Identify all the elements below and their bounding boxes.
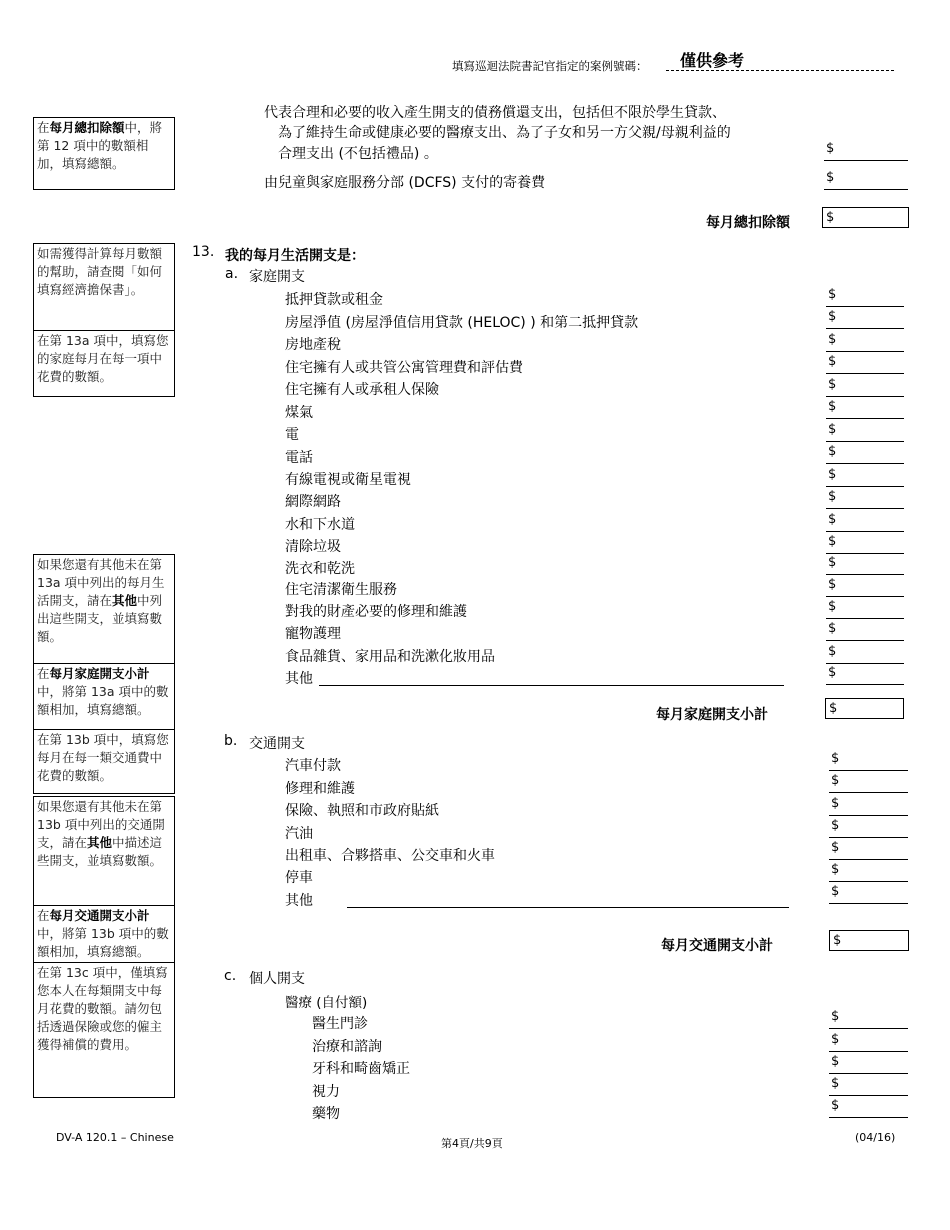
note-total-deductions: 在每月總扣除額中，將第 12 項中的數額相加，填寫總額。	[33, 117, 175, 190]
transport-amount-field[interactable]	[829, 864, 908, 882]
household-item: 住宅擁有人或承租人保險	[285, 382, 439, 398]
section-c-letter: c.	[224, 968, 237, 984]
section-a-letter: a.	[225, 266, 239, 282]
transport-other-amount-field[interactable]	[829, 886, 908, 904]
household-item: 有線電視或衛星電視	[285, 472, 411, 488]
revision-date: (04/16)	[855, 1131, 896, 1144]
debt-text-line2: 為了維持生命或健康必要的醫療支出、為了子女和另一方父親/母親利益的	[278, 125, 731, 141]
household-item: 抵押貸款或租金	[285, 292, 383, 308]
household-amount-field[interactable]	[826, 311, 904, 329]
household-item: 電話	[285, 450, 313, 466]
medical-amount-field[interactable]	[829, 1034, 908, 1052]
dcfs-amount-field[interactable]	[824, 172, 908, 190]
transport-item: 出租車、合夥搭車、公交車和火車	[285, 848, 495, 864]
household-item: 煤氣	[285, 405, 313, 421]
transport-amount-field[interactable]	[829, 753, 908, 771]
household-item: 清除垃圾	[285, 539, 341, 555]
household-amount-field[interactable]	[826, 557, 904, 575]
household-other-description-field[interactable]	[319, 684, 784, 686]
household-item: 寵物護理	[285, 626, 341, 642]
household-subtotal-label: 每月家庭開支小計	[656, 707, 768, 723]
household-amount-field[interactable]	[826, 424, 904, 442]
case-number-value: 僅供參考	[680, 51, 745, 70]
form-id: DV-A 120.1 – Chinese	[56, 1131, 174, 1144]
section-a-title: 家庭開支	[249, 269, 305, 285]
household-other-amount-field[interactable]	[826, 667, 904, 685]
case-number-field[interactable]	[666, 70, 894, 71]
transport-amount-field[interactable]	[829, 820, 908, 838]
section-b-letter: b.	[224, 733, 238, 749]
transport-amount-field[interactable]	[829, 798, 908, 816]
household-item: 住宅擁有人或共管公寓管理費和評估費	[285, 360, 523, 376]
household-item: 住宅清潔衛生服務	[285, 582, 397, 598]
household-amount-field[interactable]	[826, 601, 904, 619]
household-amount-field[interactable]	[826, 536, 904, 554]
note-13b-other: 如果您還有其他未在第 13b 項中列出的交通開支，請在其他中描述這些開支，並填寫數額。	[33, 796, 175, 906]
note-monthly-help: 如需獲得計算每月數額的幫助，請查閱「如何填寫經濟擔保書」。	[33, 243, 175, 331]
medical-item: 牙科和畸齒矯正	[312, 1061, 410, 1077]
household-amount-field[interactable]	[826, 446, 904, 464]
transport-other-description-field[interactable]	[347, 906, 789, 908]
medical-amount-field[interactable]	[829, 1100, 908, 1118]
item-13-number: 13.	[192, 244, 215, 260]
note-13b: 在第 13b 項中，填寫您每月在每一類交通費中花費的數額。	[33, 730, 175, 794]
transport-item: 停車	[285, 870, 313, 886]
household-item: 水和下水道	[285, 517, 355, 533]
transport-amount-field[interactable]	[829, 842, 908, 860]
household-amount-field[interactable]	[826, 401, 904, 419]
household-amount-field[interactable]	[826, 646, 904, 664]
debt-text-line3: 合理支出 (不包括禮品) 。	[278, 146, 438, 162]
item-13-title: 我的每月生活開支是：	[225, 248, 365, 264]
household-amount-field[interactable]	[826, 579, 904, 597]
household-amount-field[interactable]	[826, 623, 904, 641]
note-household-subtotal: 在每月家庭開支小計中，將第 13a 項中的數額相加，填寫總額。	[33, 664, 175, 730]
page-number: 第4頁/共9頁	[441, 1137, 503, 1150]
transport-item: 汽油	[285, 826, 313, 842]
note-13a: 在第 13a 項中，填寫您的家庭每月在每一項中花費的數額。	[33, 331, 175, 397]
note-13a-other: 如果您還有其他未在第 13a 項中列出的每月生活開支，請在其他中列出這些開支，並填寫數額。	[33, 554, 175, 664]
household-amount-field[interactable]	[826, 491, 904, 509]
debt-text-line1: 代表合理和必要的收入產生開支的債務償還支出，包括但不限於學生貸款、	[264, 105, 726, 121]
transport-subtotal-label: 每月交通開支小計	[661, 938, 773, 954]
medical-item: 治療和諮詢	[312, 1039, 382, 1055]
household-amount-field[interactable]	[826, 356, 904, 374]
medical-amount-field[interactable]	[829, 1056, 908, 1074]
section-b-title: 交通開支	[249, 736, 305, 752]
transport-subtotal-field[interactable]	[829, 930, 909, 951]
household-item: 對我的財產必要的修理和維護	[285, 604, 467, 620]
debt-amount-field[interactable]	[824, 143, 908, 161]
transport-item: 汽車付款	[285, 758, 341, 774]
household-amount-field[interactable]	[826, 514, 904, 532]
medical-amount-field[interactable]	[829, 1011, 908, 1029]
medical-amount-field[interactable]	[829, 1078, 908, 1096]
case-number-label: 填寫巡迴法院書記官指定的案例號碼：	[452, 59, 648, 73]
household-item: 食品雜貨、家用品和洗漱化妝用品	[285, 649, 495, 665]
medical-item: 醫生門診	[312, 1016, 368, 1032]
medical-item: 藥物	[312, 1106, 340, 1122]
household-item: 房地產稅	[285, 337, 341, 353]
household-subtotal-field[interactable]	[825, 698, 904, 719]
household-item: 網際網路	[285, 494, 341, 510]
total-deductions-label: 每月總扣除額	[706, 215, 790, 231]
household-amount-field[interactable]	[826, 289, 904, 307]
household-amount-field[interactable]	[826, 334, 904, 352]
total-deductions-field[interactable]	[822, 207, 909, 228]
note-transport-subtotal: 在每月交通開支小計中，將第 13b 項中的數額相加，填寫總額。	[33, 906, 175, 963]
dcfs-text: 由兒童與家庭服務分部 (DCFS) 支付的寄養費	[264, 175, 546, 191]
medical-title: 醫療 (自付額)	[285, 995, 368, 1011]
note-13c: 在第 13c 項中，僅填寫您本人在每類開支中每月花費的數額。請勿包括透過保險或您的僱主獲得補償的費用。	[33, 963, 175, 1098]
transport-item: 保險、執照和市政府貼紙	[285, 803, 439, 819]
transport-amount-field[interactable]	[829, 775, 908, 793]
household-item: 房屋淨值 (房屋淨值信用貸款 (HELOC) ) 和第二抵押貸款	[285, 315, 639, 331]
household-amount-field[interactable]	[826, 379, 904, 397]
household-other-label: 其他	[285, 671, 313, 687]
household-item: 電	[285, 427, 299, 443]
household-amount-field[interactable]	[826, 469, 904, 487]
household-item: 洗衣和乾洗	[285, 561, 355, 577]
section-c-title: 個人開支	[249, 971, 305, 987]
transport-other-label: 其他	[285, 893, 313, 909]
transport-item: 修理和維護	[285, 781, 355, 797]
medical-item: 視力	[312, 1084, 340, 1100]
